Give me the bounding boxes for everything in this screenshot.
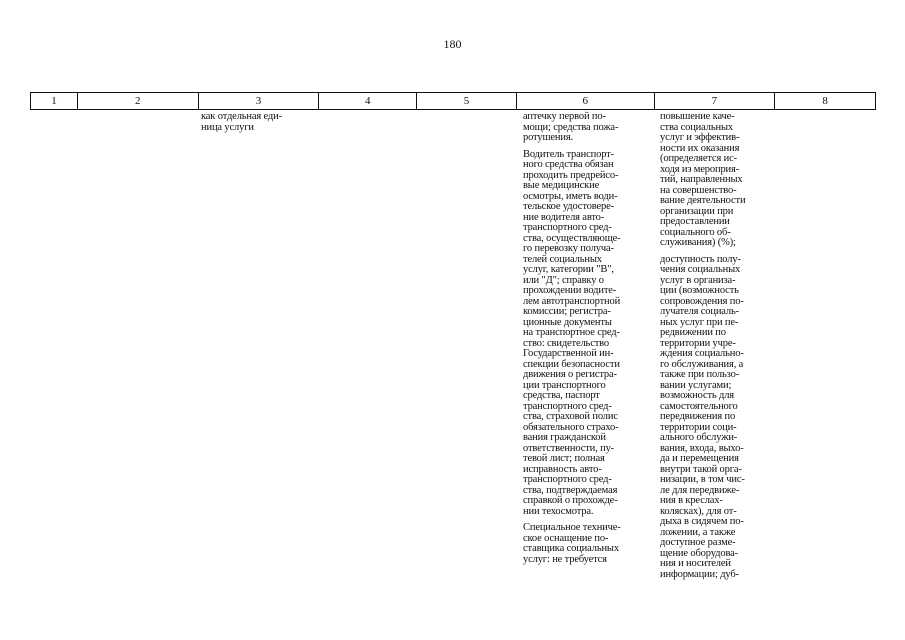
text-line: проходить предрейсо-: [523, 169, 619, 181]
text-line: территории соци-: [660, 421, 737, 433]
text-line: ности их оказания: [660, 142, 740, 154]
text-line: нии техосмотра.: [523, 505, 594, 517]
column-7-text: [660, 112, 778, 586]
text-line: передвижения по: [660, 411, 736, 422]
text-line: лучателя социаль-: [660, 306, 739, 317]
paragraph: [523, 150, 655, 518]
page-number: 180: [443, 37, 462, 51]
text-line: ства, страховой полис: [523, 411, 618, 422]
paragraph: [660, 255, 778, 581]
text-line: ционные документы: [523, 316, 612, 328]
text-line: транспортного сред-: [523, 474, 612, 485]
text-line: ница услуги: [201, 121, 254, 133]
text-line: средства, паспорт: [523, 390, 600, 401]
text-line: ного средства обязан: [523, 159, 614, 170]
text-line: как отдельная еди-: [201, 111, 282, 122]
text-line: информации; дуб-: [660, 568, 739, 580]
text-line: транспортного сред-: [523, 400, 612, 412]
paragraph: [660, 112, 778, 249]
column-header-1: 1: [31, 93, 78, 109]
text-line: го обслуживания, а: [660, 358, 744, 370]
text-line: транспортного сред-: [523, 222, 612, 233]
text-line: вании услугами;: [660, 379, 732, 391]
text-line: социального об-: [660, 226, 731, 238]
paragraph: [201, 112, 317, 133]
text-line: аптечку первой по-: [523, 111, 606, 122]
text-line: на транспортное сред-: [523, 327, 620, 338]
column-3-text: [201, 112, 317, 139]
column-header-3: 3: [199, 93, 320, 109]
text-line: вые медицинские: [523, 180, 600, 191]
text-line: ское оснащение по-: [523, 532, 609, 544]
text-line: служивания) (%);: [660, 237, 736, 248]
text-line: ции (возможность: [660, 285, 739, 296]
text-line: услуг в организа-: [660, 274, 736, 286]
text-line: вание деятельности: [660, 195, 746, 206]
paragraph: [523, 112, 655, 144]
text-line: осмотры, иметь води-: [523, 190, 618, 202]
text-line: ние водителя авто-: [523, 211, 605, 223]
column-header-2: 2: [78, 93, 199, 109]
text-line: да и перемещения: [660, 453, 739, 464]
text-line: движения о регистра-: [523, 369, 617, 380]
text-line: повышение каче-: [660, 111, 735, 122]
text-line: ния и носителей: [660, 558, 731, 569]
text-line: ротушения.: [523, 132, 574, 143]
text-line: низации, в том чис-: [660, 474, 745, 485]
text-line: ния в креслах-: [660, 495, 723, 506]
text-line: Специальное техниче-: [523, 522, 621, 533]
text-line: чения социальных: [660, 264, 741, 275]
text-line: доступное разме-: [660, 537, 736, 548]
column-header-4: 4: [319, 93, 417, 109]
text-line: доступность полу-: [660, 253, 741, 265]
text-line: внутри такой орга-: [660, 463, 742, 475]
text-line: ства, подтверждаемая: [523, 484, 618, 496]
text-line: го перевозку получа-: [523, 243, 614, 254]
text-line: ства социальных: [660, 121, 733, 133]
text-line: услуг, категории "В",: [523, 264, 614, 275]
text-line: ального обслужи-: [660, 432, 738, 443]
text-line: (определяется ис-: [660, 153, 737, 164]
text-line: обязательного страхо-: [523, 421, 619, 433]
text-line: Водитель транспорт-: [523, 148, 614, 160]
text-line: услуг: не требуется: [523, 553, 607, 565]
text-line: предоставлении: [660, 216, 730, 227]
text-line: тий, направленных: [660, 174, 743, 185]
text-line: ство: свидетельство: [523, 337, 609, 349]
text-line: также при пользо-: [660, 369, 740, 380]
text-line: вания гражданской: [523, 432, 606, 443]
text-line: ждения социально-: [660, 348, 744, 359]
paragraph: [523, 523, 655, 565]
text-line: ложении, а также: [660, 526, 736, 538]
text-line: тевой лист; полная: [523, 453, 605, 464]
text-line: Государственной ин-: [523, 348, 614, 359]
column-6-text: [523, 112, 655, 571]
column-header-5: 5: [417, 93, 517, 109]
text-line: исправность авто-: [523, 463, 602, 475]
text-line: телей социальных: [523, 253, 602, 265]
text-line: щение оборудова-: [660, 547, 738, 559]
text-line: возможность для: [660, 390, 734, 401]
text-line: ответственности, пу-: [523, 442, 615, 454]
text-line: ле для передвиже-: [660, 484, 740, 496]
column-header-6: 6: [517, 93, 655, 109]
text-line: организации при: [660, 205, 734, 217]
text-line: дыха в сидячем по-: [660, 516, 744, 527]
text-line: спекции безопасности: [523, 358, 620, 370]
text-line: ных услуг при пе-: [660, 316, 739, 328]
text-line: колясках), для от-: [660, 505, 737, 517]
text-line: ходя из мероприя-: [660, 163, 740, 175]
text-line: услуг и эффектив-: [660, 132, 740, 143]
text-line: или "Д"; справку о: [523, 274, 604, 286]
text-line: вания, входа, выхо-: [660, 442, 744, 454]
text-line: на совершенство-: [660, 184, 737, 196]
text-line: тельское удостовере-: [523, 201, 614, 212]
text-line: редвижении по: [660, 327, 726, 338]
text-line: комиссии; регистра-: [523, 306, 611, 317]
text-line: лем автотранспортной: [523, 295, 621, 307]
column-header-7: 7: [655, 93, 776, 109]
text-line: самостоятельного: [660, 400, 738, 412]
table-header-row: [30, 92, 876, 110]
text-line: ставщика социальных: [523, 543, 619, 554]
text-line: прохождении водите-: [523, 285, 617, 296]
text-line: мощи; средства пожа-: [523, 121, 619, 133]
text-line: справкой о прохожде-: [523, 495, 618, 506]
text-line: ции транспортного: [523, 379, 606, 391]
text-line: ства, осуществляюще-: [523, 232, 621, 244]
column-header-8: 8: [822, 95, 828, 107]
text-line: сопровождения по-: [660, 295, 744, 307]
text-line: территории учре-: [660, 337, 736, 349]
